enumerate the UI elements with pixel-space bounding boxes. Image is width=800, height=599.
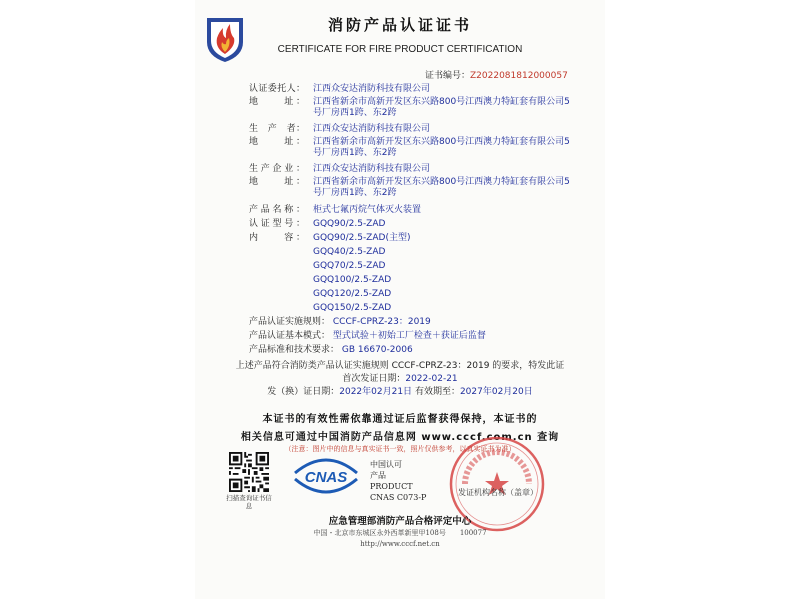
standard-label: 产品标准和技术要求： — [249, 345, 340, 355]
applicant-label: 认证委托人： — [249, 84, 305, 94]
renew-label: 发（换）证日期： — [267, 387, 340, 397]
mode-value: 型式试验＋初始工厂检查＋获证后监督 — [332, 331, 486, 341]
validity-notice: 本证书的有效性需依靠通过证后监督获得保持，本证书的 — [262, 414, 538, 425]
cnas-en-line: PRODUCT — [370, 482, 413, 491]
content-item: GQQ70/2.5-ZAD — [313, 261, 386, 271]
content-item: GQQ40/2.5-ZAD — [313, 247, 386, 257]
validity-row — [0, 384, 800, 397]
model-label: 认证型号： — [249, 219, 305, 229]
applicant-value: 江西众安达消防科技有限公司 — [313, 84, 431, 94]
renew-date: 2022年02月21日 — [339, 387, 413, 397]
first-issue-label: 首次发证日期： — [342, 374, 406, 384]
organization-website[interactable]: http://www.cccf.net.cn — [360, 540, 440, 548]
certificate-number — [425, 68, 568, 81]
content-item: GQQ100/2.5-ZAD — [313, 275, 392, 285]
cnas-logo-text: CNAS — [304, 469, 348, 486]
manufacturer-address-value: 江西省新余市高新开发区东兴路800号江西澳力特缸套有限公司5号厂房西1跨、东2跨 — [313, 137, 570, 158]
content-item: GQQ120/2.5-ZAD — [313, 289, 392, 299]
manufacturer-label: 生 产 者： — [249, 124, 305, 134]
cnas-cn-line1: 中国认可 — [370, 460, 402, 469]
cnas-number: CNAS C073-P — [370, 493, 427, 502]
qr-code-icon[interactable] — [229, 452, 269, 492]
applicant-address-value: 江西省新余市高新开发区东兴路800号江西澳力特缸套有限公司5号厂房西1跨、东2跨 — [313, 97, 570, 118]
content-item: GQQ90/2.5-ZAD(主型) — [313, 233, 411, 243]
cnas-logo-icon — [289, 453, 363, 499]
mode-row — [249, 331, 486, 342]
mode-label: 产品认证基本模式： — [249, 331, 331, 341]
certificate-title: 消防产品认证证书 — [327, 16, 472, 34]
address-label: 地 址： — [249, 137, 305, 147]
first-issue-date: 2022-02-21 — [405, 374, 458, 384]
rule-value: CCCF-CPRZ-23：2019 — [332, 317, 431, 327]
image-disclaimer: （注意：图片中的信息与真实证书一致，照片仅供参考，以真实证书为准） — [284, 445, 516, 453]
certificate-subtitle: CERTIFICATE FOR FIRE PRODUCT CERTIFICATION — [277, 44, 523, 55]
content-label: 内 容： — [249, 233, 305, 243]
certificate-number-value: Z2022081812000057 — [470, 71, 568, 81]
content-item: GQQ150/2.5-ZAD — [313, 303, 392, 313]
organization-address: 中国・北京市东城区永外西革新里甲108号 100077 — [313, 529, 487, 537]
standard-value: GB 16670-2006 — [341, 345, 413, 355]
valid-date: 2027年02月20日 — [459, 387, 533, 397]
manufacturer-value: 江西众安达消防科技有限公司 — [313, 124, 431, 134]
standard-row — [249, 345, 413, 356]
seal-caption: 发证机构名称（盖章） — [458, 488, 538, 497]
address-label: 地 址： — [249, 97, 305, 107]
rule-row — [249, 317, 431, 328]
rule-label: 产品认证实施规则： — [249, 317, 331, 327]
query-notice: 相关信息可通过中国消防产品信息网 www.cccf.com.cn 查询 — [240, 432, 560, 443]
factory-value: 江西众安达消防科技有限公司 — [313, 164, 431, 174]
model-value: GQQ90/2.5-ZAD — [313, 219, 386, 229]
factory-address-value: 江西省新余市高新开发区东兴路800号江西澳力特缸套有限公司5号厂房西1跨、东2跨 — [313, 177, 570, 198]
address-label: 地 址： — [249, 177, 305, 187]
cnas-cn-line2: 产品 — [370, 471, 386, 480]
issuing-organization: 应急管理部消防产品合格评定中心 — [328, 516, 472, 527]
product-name-label: 产品名称： — [249, 205, 305, 215]
product-name-value: 柜式七氟丙烷气体灭火装置 — [313, 205, 422, 215]
cnas-accreditation-label — [370, 459, 426, 503]
valid-label: 有效期至： — [414, 387, 460, 397]
first-issue-row — [0, 371, 800, 384]
compliance-statement: 上述产品符合消防类产品认证实施规则 CCCF-CPRZ-23：2019 的要求，特发此证 — [235, 361, 565, 371]
factory-label: 生产企业： — [249, 164, 305, 174]
qr-caption: 扫描查询证书信息 — [226, 494, 272, 510]
certificate-number-label: 证书编号： — [425, 71, 471, 81]
